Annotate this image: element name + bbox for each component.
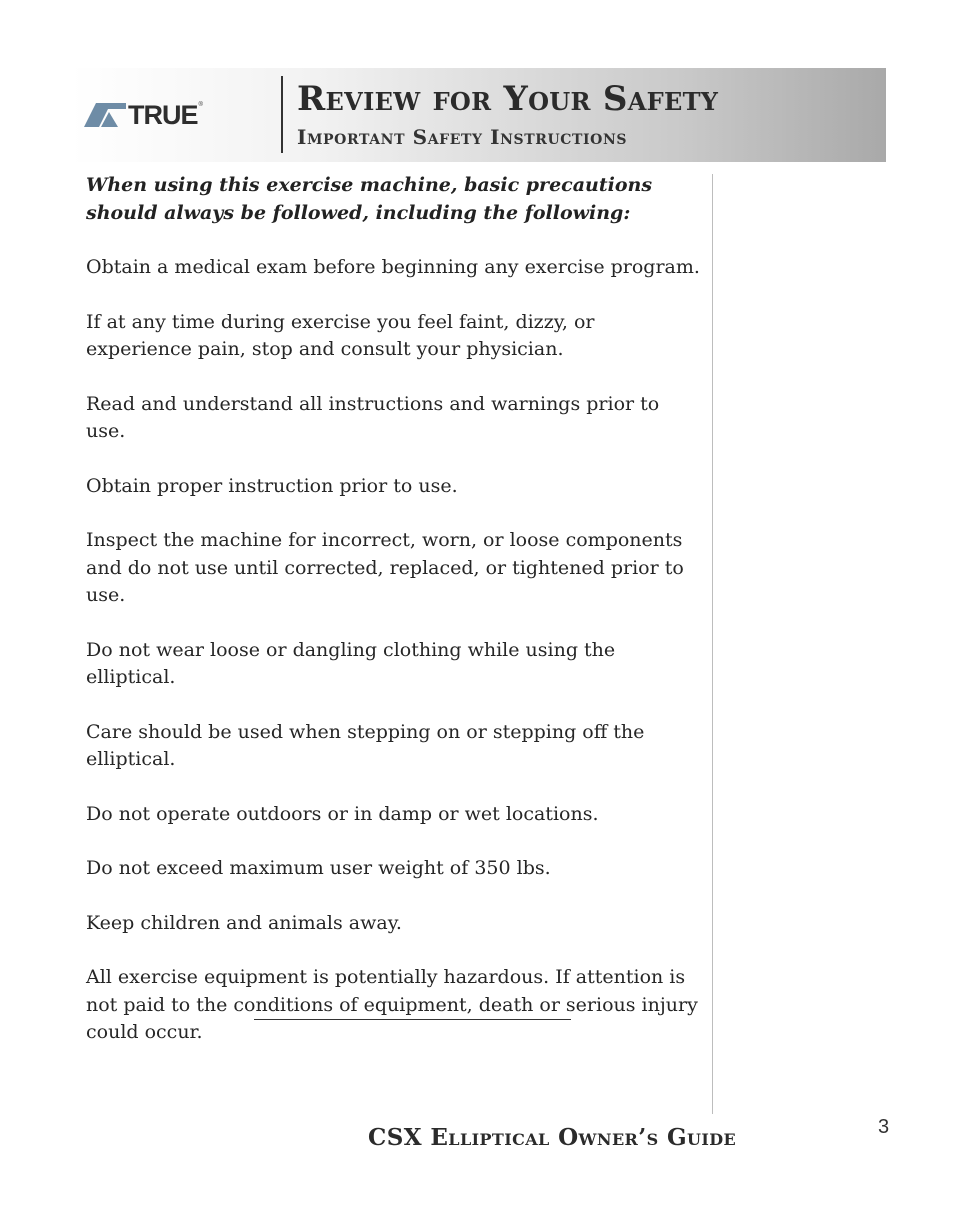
header-divider — [281, 76, 283, 153]
true-logo-mark-icon — [84, 103, 126, 127]
logo-trademark: ® — [198, 102, 203, 108]
safety-instructions — [86, 172, 700, 1074]
page-subtitle: Important Safety Instructions — [297, 125, 628, 149]
true-logo — [84, 102, 203, 128]
instruction-item: Do not exceed maximum user weight of 350 lbs. — [86, 857, 551, 879]
instruction-item: Inspect the machine for incorrect, worn, or loose components and do not use until corrected, replaced, or tightened prior to use. — [86, 529, 684, 606]
footer-guide-title: CSX Elliptical Owner’s Guide — [368, 1124, 737, 1151]
instruction-item: Care should be used when stepping on or stepping off the elliptical. — [86, 720, 645, 770]
column-rule — [712, 174, 713, 1114]
instruction-item: Obtain proper instruction prior to use. — [86, 474, 458, 497]
instruction-item: Read and understand all instructions and warnings prior to use. — [86, 392, 660, 442]
instruction-item: Do not operate outdoors or in damp or wet locations. — [86, 802, 599, 825]
instruction-item: Keep children and animals away. — [86, 911, 402, 934]
intro-text: When using this exercise machine, basic precautions should always be followed, including the following: — [86, 174, 653, 224]
logo-wordmark: TRUE — [128, 100, 198, 130]
instruction-item: If at any time during exercise you feel faint, dizzy, or experience pain, stop and consult your physician. — [86, 310, 595, 360]
section-end-rule — [254, 1019, 571, 1020]
page-number: 3 — [878, 1116, 890, 1138]
instruction-item: Do not wear loose or dangling clothing while using the elliptical. — [86, 638, 616, 688]
instruction-item: Obtain a medical exam before beginning any exercise program. — [86, 256, 700, 278]
page-title: Review for Your Safety — [297, 79, 719, 119]
instruction-item: All exercise equipment is potentially hazardous. If attention is not paid to the conditions of equipment, death or serious injury could occur. — [86, 966, 698, 1043]
